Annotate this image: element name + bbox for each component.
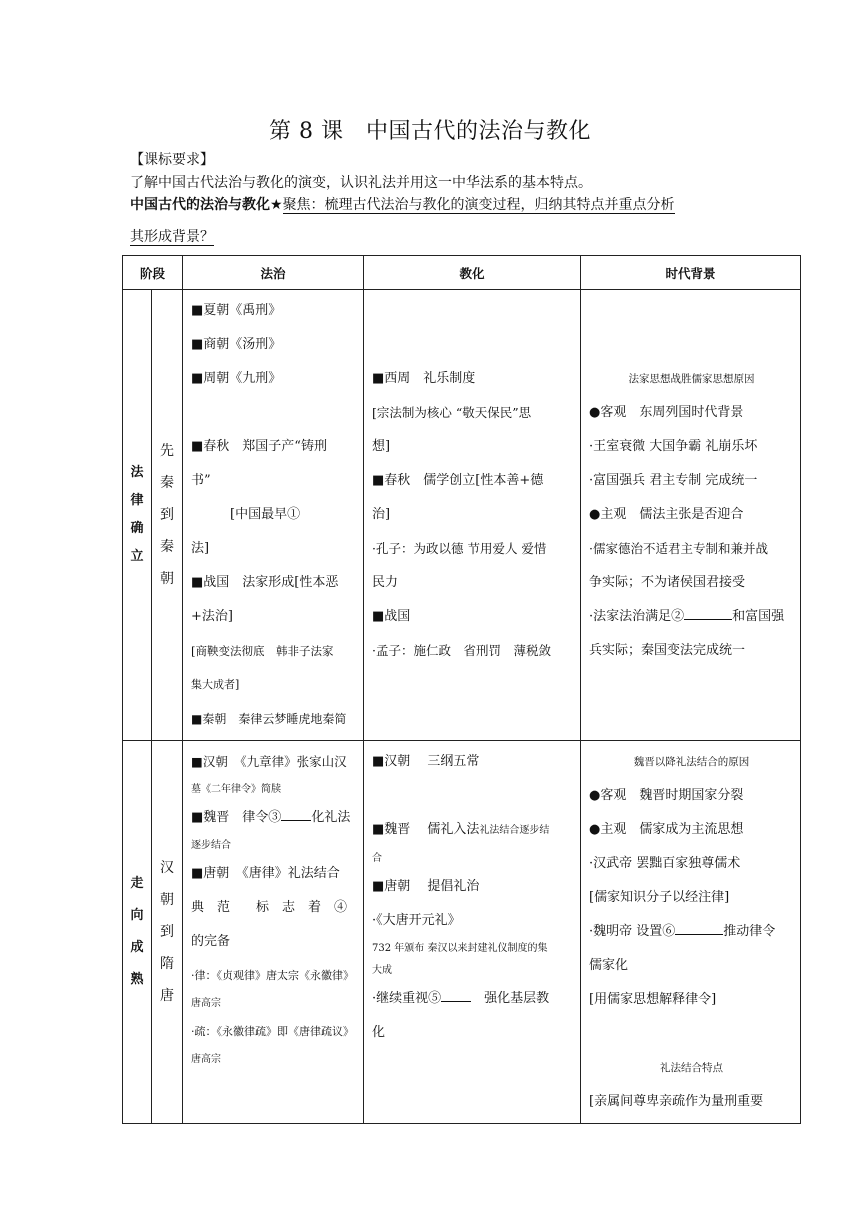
- law-line: 的完备: [191, 934, 231, 949]
- edu-text: ·继续重视⑤: [372, 991, 442, 1006]
- law-line: 墓《二年律令》简牍: [191, 784, 282, 795]
- period-char: 秦: [160, 475, 174, 491]
- period-char: 隋: [160, 956, 174, 972]
- fill-blank-2: [684, 607, 732, 620]
- law-line: ■周朝《九刑》: [191, 371, 282, 386]
- stage-char: 向: [130, 908, 144, 923]
- fill-blank-3: [281, 808, 311, 821]
- period-label: [152, 290, 183, 741]
- focus-line: [130, 196, 750, 214]
- period-char: 朝: [160, 892, 174, 908]
- bg-line: [589, 294, 794, 328]
- fill-blank-5: [441, 989, 471, 1002]
- edu-line: ·孟子：施仁政 省刑罚 薄税敛: [372, 643, 551, 658]
- bg-line: ●客观 东周列国时代背景: [589, 405, 744, 420]
- bg-line: ●主观 儒法主张是否迎合: [589, 507, 744, 522]
- edu-line-mixed: [372, 813, 574, 848]
- edu-line: ·孔子：为政以德 节用爱人 爱惜: [372, 541, 547, 556]
- edu-line: ■唐朝 提倡礼治: [372, 879, 480, 894]
- law-line: [191, 396, 357, 430]
- bg-line: ·儒家德治不适君主专制和兼并战: [589, 541, 768, 556]
- bg-text: ·魏明帝 设置⑥: [589, 924, 676, 939]
- edu-line: ■汉朝 三纲五常: [372, 754, 480, 769]
- bg-text: ·法家法治满足②: [589, 609, 685, 624]
- page-title: 第 8 课 中国古代的法治与教化: [269, 119, 591, 144]
- bg-text: 推动律令: [723, 924, 776, 939]
- law-text: ■魏晋 律令③: [191, 810, 282, 825]
- law-line: 法]: [191, 541, 210, 556]
- stage-char: 确: [130, 521, 144, 536]
- edu-line: ·《大唐开元礼》: [372, 913, 461, 928]
- bg-line: 儒家化: [589, 958, 629, 973]
- requirement-label: 【课标要求】: [130, 152, 214, 168]
- bg-heading: 魏晋以降礼法结合的原因: [633, 756, 750, 768]
- law-line: ■商朝《汤刑》: [191, 337, 282, 352]
- bg-line: ·汉武帝 罢黜百家独尊儒术: [589, 856, 741, 871]
- period-label: [152, 741, 183, 1124]
- edu-line: 合: [372, 853, 383, 864]
- edu-line: [372, 294, 574, 328]
- law-line: [商鞅变法彻底 韩非子法家: [191, 644, 334, 658]
- law-line: 逐步结合: [191, 840, 232, 851]
- law-line: ■唐朝 《唐律》礼法结合: [191, 866, 340, 881]
- fill-blank-6: [675, 922, 723, 935]
- law-text: 化礼法: [311, 810, 351, 825]
- bg-line: 兵实际；秦国变法完成统一: [589, 643, 746, 658]
- bg-line: [用儒家思想解释律令]: [589, 992, 717, 1007]
- stage-char: 律: [130, 493, 144, 508]
- edu-line: 732 年颁布 秦汉以来封建礼仪制度的集: [372, 943, 548, 954]
- stage-label: [123, 741, 152, 1124]
- bg-line: [儒家知识分子以经注律]: [589, 890, 730, 905]
- focus-text: 聚焦：梳理古代法治与教化的演变过程，归纳其特点并重点分析: [282, 197, 675, 213]
- law-line: 唐高宗: [191, 1054, 222, 1065]
- focus-line-2: [130, 228, 750, 246]
- bg-line: ·王室衰微 大国争霸 礼崩乐坏: [589, 439, 758, 454]
- header-law: 法治: [183, 256, 364, 290]
- law-cell: [183, 741, 364, 1124]
- period-char: 朝: [160, 571, 174, 587]
- header-background: 时代背景: [581, 256, 801, 290]
- table-header-row: [123, 256, 801, 290]
- law-line: ·律：《贞观律》唐太宗《永徽律》: [191, 969, 355, 982]
- bg-line: [589, 1017, 794, 1051]
- header-education: 教化: [364, 256, 581, 290]
- edu-text: 强化基层教: [471, 991, 550, 1006]
- law-line: +法治]: [191, 609, 233, 624]
- edu-line-blank: [372, 982, 574, 1016]
- edu-line: 大成: [372, 965, 393, 976]
- law-line: 唐高宗: [191, 998, 222, 1009]
- bg-line-blank: [589, 915, 794, 949]
- edu-line: [372, 779, 574, 813]
- period-char: 先: [160, 443, 174, 459]
- bg-heading: 礼法结合特点: [660, 1062, 724, 1074]
- edu-line: ■西周 礼乐制度: [372, 371, 476, 386]
- table-row: [123, 741, 801, 1124]
- stage-char: 立: [130, 549, 144, 564]
- bg-heading: 法家思想战胜儒家思想原因: [628, 373, 755, 385]
- law-line: ■战国 法家形成[性本恶: [191, 575, 339, 590]
- stage-label: [123, 290, 152, 741]
- period-char: 汉: [160, 860, 174, 876]
- stage-char: 法: [130, 465, 144, 480]
- law-line-blank: [191, 801, 357, 835]
- table-row: [123, 290, 801, 741]
- edu-line: ■春秋 儒学创立[性本善+德: [372, 473, 544, 488]
- law-line: [中国最早①: [191, 507, 301, 522]
- period-char: 秦: [160, 539, 174, 555]
- bg-line: ·富国强兵 君主专制 完成统一: [589, 473, 758, 488]
- stage-char: 熟: [130, 972, 144, 987]
- education-cell: [364, 290, 581, 741]
- bg-line: [亲属间尊卑亲疏作为量刑重要: [589, 1094, 764, 1109]
- requirement-text: 了解中国古代法治与教化的演变，认识礼法并用这一中华法系的基本特点。: [130, 175, 592, 191]
- edu-line: 民力: [372, 575, 399, 590]
- bg-line: ●主观 儒家成为主流思想: [589, 822, 744, 837]
- law-line: 集大成者]: [191, 678, 240, 691]
- law-cell: [183, 290, 364, 741]
- education-cell: [364, 741, 581, 1124]
- law-education-table: [122, 255, 801, 1124]
- bg-text: 和富国强: [732, 609, 785, 624]
- law-line: ■夏朝《禹刑》: [191, 303, 282, 318]
- bg-line: ●客观 魏晋时期国家分裂: [589, 788, 744, 803]
- law-line: ·疏：《永徽律疏》即《唐律疏议》: [191, 1025, 355, 1038]
- bg-line: 争实际；不为诸侯国君接受: [589, 575, 746, 590]
- law-line: 书”: [191, 473, 211, 488]
- period-char: 唐: [160, 988, 174, 1004]
- stage-char: 走: [130, 876, 144, 891]
- focus-heading: 中国古代的法治与教化★: [130, 197, 283, 213]
- bg-line: [589, 328, 794, 362]
- edu-text: ■魏晋 儒礼入法: [372, 822, 480, 837]
- law-line: ■秦朝 秦律云梦睡虎地秦简: [191, 712, 347, 726]
- focus-text-2: 其形成背景？: [130, 229, 214, 245]
- period-char: 到: [160, 507, 174, 523]
- edu-line: 想]: [372, 439, 391, 454]
- background-cell: [581, 290, 801, 741]
- stage-char: 成: [130, 940, 144, 955]
- edu-line: 化: [372, 1025, 386, 1040]
- edu-line: ■战国: [372, 609, 411, 624]
- edu-line: 治]: [372, 507, 391, 522]
- edu-line: [宗法制为核心 “敬天保民”思: [372, 405, 532, 420]
- period-char: 到: [160, 924, 174, 940]
- header-stage: 阶段: [123, 256, 183, 290]
- bg-line-blank: [589, 600, 794, 634]
- law-line: ■春秋 郑国子产“铸刑: [191, 439, 327, 454]
- edu-note: 礼法结合逐步结: [479, 825, 550, 836]
- law-line: ■汉朝 《九章律》张家山汉: [191, 754, 347, 769]
- edu-line: [372, 328, 574, 362]
- law-line: 典 范 标 志 着 ④: [191, 900, 348, 915]
- background-cell: [581, 741, 801, 1124]
